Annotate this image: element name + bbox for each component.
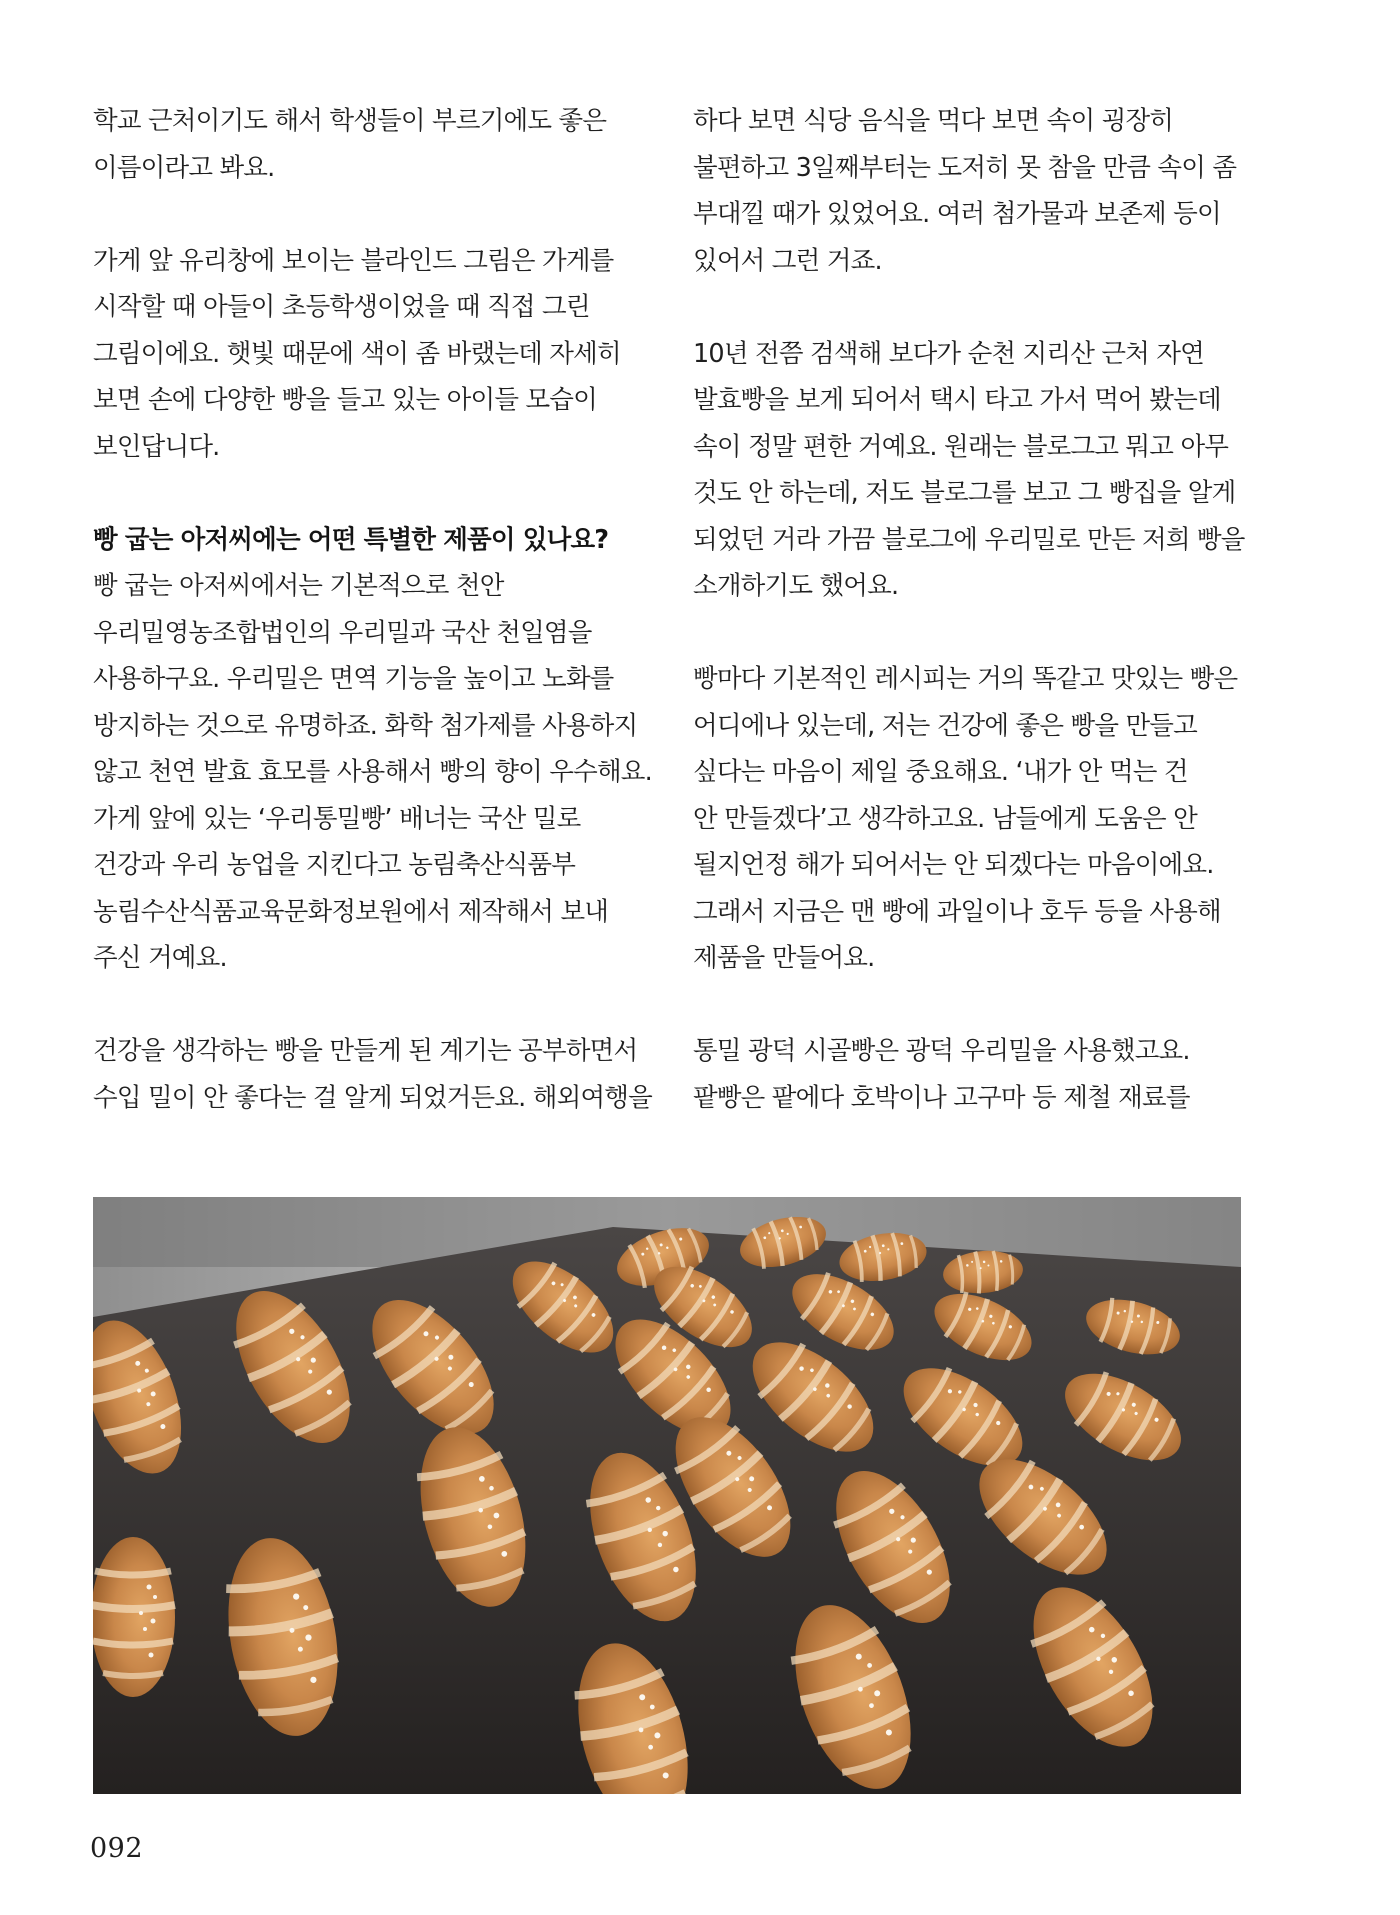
text-line: 될지언정 해가 되어서는 안 되겠다는 마음이에요. <box>693 850 1214 880</box>
text-line: 이름이라고 봐요. <box>93 152 275 183</box>
paragraph <box>693 656 1253 982</box>
text-line: 시작할 때 아들이 초등학생이었을 때 직접 그린 <box>93 292 590 322</box>
text-line: 제품을 만들어요. <box>693 943 875 973</box>
page-number: 092 <box>90 1833 144 1864</box>
text-line: 속이 정말 편한 거예요. 원래는 블로그고 뭐고 아무 <box>693 431 1229 462</box>
text-line: 그림이에요. 햇빛 때문에 색이 좀 바랬는데 자세히 <box>93 338 621 369</box>
text-line: 방지하는 것으로 유명하죠. 화학 첨가제를 사용하지 <box>93 710 638 741</box>
text-line: 빵마다 기본적인 레시피는 거의 똑같고 맛있는 빵은 <box>693 664 1238 694</box>
text-line: 학교 근처이기도 해서 학생들이 부르기에도 좋은 <box>93 106 607 136</box>
text-line: 주신 거예요. <box>93 943 227 973</box>
paragraph <box>693 331 1253 610</box>
text-line: 소개하기도 했어요. <box>693 571 899 601</box>
text-line: 하다 보면 식당 음식을 먹다 보면 속이 굉장히 <box>693 106 1174 136</box>
text-line: 싶다는 마음이 제일 중요해요. ‘내가 안 먹는 건 <box>693 757 1188 787</box>
text-line: 안 만들겠다’고 생각하고요. 남들에게 도움은 안 <box>693 803 1197 834</box>
text-line: 되었던 거라 가끔 블로그에 우리밀로 만든 저희 빵을 <box>693 524 1245 555</box>
paragraph <box>93 517 653 982</box>
text-line: 빵 굽는 아저씨에서는 기본적으로 천안 <box>93 571 504 601</box>
paragraph <box>693 1028 1253 1121</box>
text-line: 건강과 우리 농업을 지킨다고 농림축산식품부 <box>93 850 576 880</box>
left-text-column <box>93 98 653 1121</box>
text-line: 부대낄 때가 있었어요. 여러 첨가물과 보존제 등이 <box>693 199 1221 229</box>
right-text-column <box>693 98 1253 1121</box>
text-line: 보면 손에 다양한 빵을 들고 있는 아이들 모습이 <box>93 385 597 415</box>
text-line: 통밀 광덕 시골빵은 광덕 우리밀을 사용했고요. <box>693 1036 1190 1066</box>
text-line: 우리밀영농조합법인의 우리밀과 국산 천일염을 <box>93 617 592 648</box>
text-line: 수입 밀이 안 좋다는 걸 알게 되었거든요. 해외여행을 <box>93 1082 652 1113</box>
text-line: 불편하고 3일째부터는 도저히 못 참을 만큼 속이 좀 <box>693 152 1237 183</box>
text-line: 발효빵을 보게 되어서 택시 타고 가서 먹어 봤는데 <box>693 385 1221 415</box>
paragraph <box>93 238 653 471</box>
text-line: 농림수산식품교육문화정보원에서 제작해서 보내 <box>93 896 609 927</box>
text-line: 가게 앞에 있는 ‘우리통밀빵’ 배너는 국산 밀로 <box>93 803 581 834</box>
text-line: 팥빵은 팥에다 호박이나 고구마 등 제철 재료를 <box>693 1082 1190 1113</box>
text-line: 10년 전쯤 검색해 보다가 순천 지리산 근처 자연 <box>693 338 1204 369</box>
section-heading: 빵 굽는 아저씨에는 어떤 특별한 제품이 있나요? <box>93 524 609 555</box>
text-line: 가게 앞 유리창에 보이는 블라인드 그림은 가게를 <box>93 245 614 276</box>
text-line: 않고 천연 발효 효모를 사용해서 빵의 향이 우수해요. <box>93 757 652 787</box>
text-line: 그래서 지금은 맨 빵에 과일이나 호두 등을 사용해 <box>693 896 1221 927</box>
text-line: 건강을 생각하는 빵을 만들게 된 계기는 공부하면서 <box>93 1036 638 1066</box>
text-line: 것도 안 하는데, 저도 블로그를 보고 그 빵집을 알게 <box>693 478 1236 508</box>
paragraph <box>93 1028 653 1121</box>
paragraph <box>693 98 1253 284</box>
bread-rolls-photo <box>93 1197 1241 1794</box>
text-line: 어디에나 있는데, 저는 건강에 좋은 빵을 만들고 <box>693 710 1197 741</box>
paragraph <box>93 98 653 191</box>
text-line: 있어서 그런 거죠. <box>693 245 882 276</box>
text-line: 보인답니다. <box>93 431 220 462</box>
text-line: 사용하구요. 우리밀은 면역 기능을 높이고 노화를 <box>93 664 614 694</box>
